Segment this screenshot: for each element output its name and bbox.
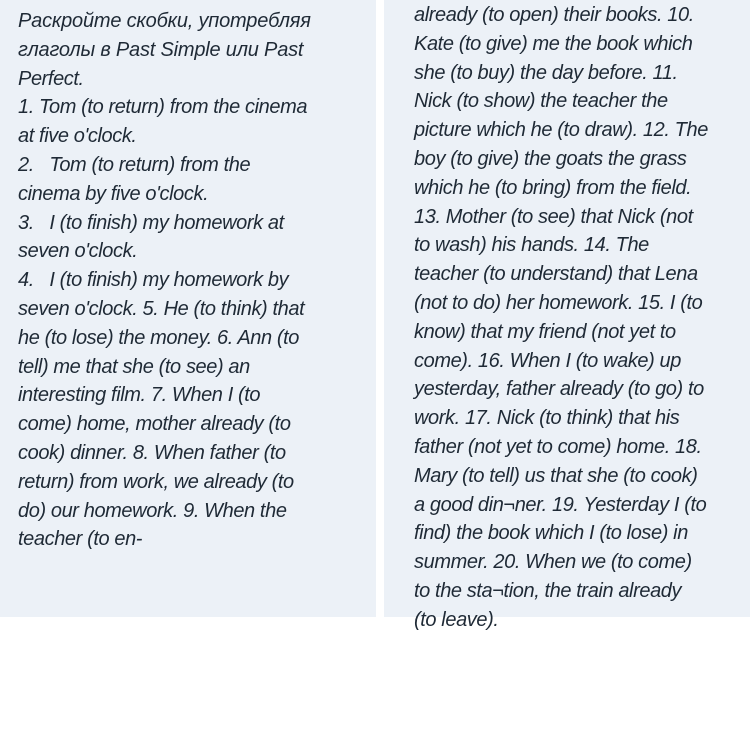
exercise-line: to wash) his hands. 14. The: [414, 234, 649, 257]
exercise-line: 4. I (to finish) my homework by: [18, 269, 289, 292]
exercise-line: father (not yet to come) home. 18.: [414, 435, 702, 458]
exercise-line: Kate (to give) me the book which: [414, 32, 693, 55]
exercise-line: she (to buy) the day before. 11.: [414, 61, 678, 84]
exercise-line: know) that my friend (not yet to: [414, 320, 676, 343]
exercise-line: come) home, mother already (to: [18, 413, 291, 436]
exercise-line: 3. I (to finish) my homework at: [18, 211, 284, 234]
exercise-line: summer. 20. When we (to come): [414, 551, 692, 574]
exercise-line: 2. Tom (to return) from the: [18, 153, 251, 176]
exercise-line: find) the book which I (to lose) in: [414, 522, 688, 545]
exercise-line: (not to do) her homework. 15. I (to: [414, 291, 703, 314]
exercise-line: interesting film. 7. When I (to: [18, 384, 261, 407]
exercise-line: teacher (to en-: [18, 528, 143, 551]
exercise-line: come). 16. When I (to wake) up: [414, 349, 682, 372]
exercise-line: already (to open) their books. 10.: [414, 4, 694, 26]
exercise-line: return) from work, we already (to: [18, 470, 294, 493]
exercise-line: Mary (to tell) us that she (to cook): [414, 464, 698, 487]
instruction-line: глаголы в Past Simple или Past: [18, 38, 304, 61]
exercise-line: which he (to bring) from the field.: [414, 176, 692, 199]
exercise-line: at five o'clock.: [18, 125, 137, 148]
exercise-line: work. 17. Nick (to think) that his: [414, 407, 680, 430]
instruction-line: Perfect.: [18, 67, 84, 90]
left-text-column: [0, 0, 376, 617]
exercise-line: 1. Tom (to return) from the cinema: [18, 96, 308, 119]
exercise-line: seven o'clock.: [18, 240, 138, 263]
exercise-line: a good din¬ner. 19. Yesterday I (to: [414, 493, 707, 516]
exercise-line: tell) me that she (to see) an: [18, 355, 250, 378]
exercise-line: he (to lose) the money. 6. Ann (to: [18, 326, 299, 349]
exercise-line: cook) dinner. 8. When father (to: [18, 441, 286, 464]
right-text-column: [384, 0, 750, 631]
exercise-line: (to leave).: [414, 608, 499, 631]
exercise-line: to the sta¬tion, the train already: [414, 579, 682, 602]
exercise-line: boy (to give) the goats the grass: [414, 147, 687, 170]
exercise-line: cinema by five o'clock.: [18, 182, 209, 205]
exercise-line: do) our homework. 9. When the: [18, 499, 287, 522]
instruction-line: Раскройте скобки, употребляя: [18, 10, 311, 32]
exercise-line: yesterday, father already (to go) to: [414, 378, 704, 401]
exercise-line: seven o'clock. 5. He (to think) that: [18, 297, 305, 320]
exercise-line: picture which he (to draw). 12. The: [414, 119, 708, 142]
exercise-line: teacher (to understand) that Lena: [414, 263, 698, 286]
exercise-line: 13. Mother (to see) that Nick (not: [414, 205, 693, 228]
exercise-line: Nick (to show) the teacher the: [414, 90, 668, 113]
